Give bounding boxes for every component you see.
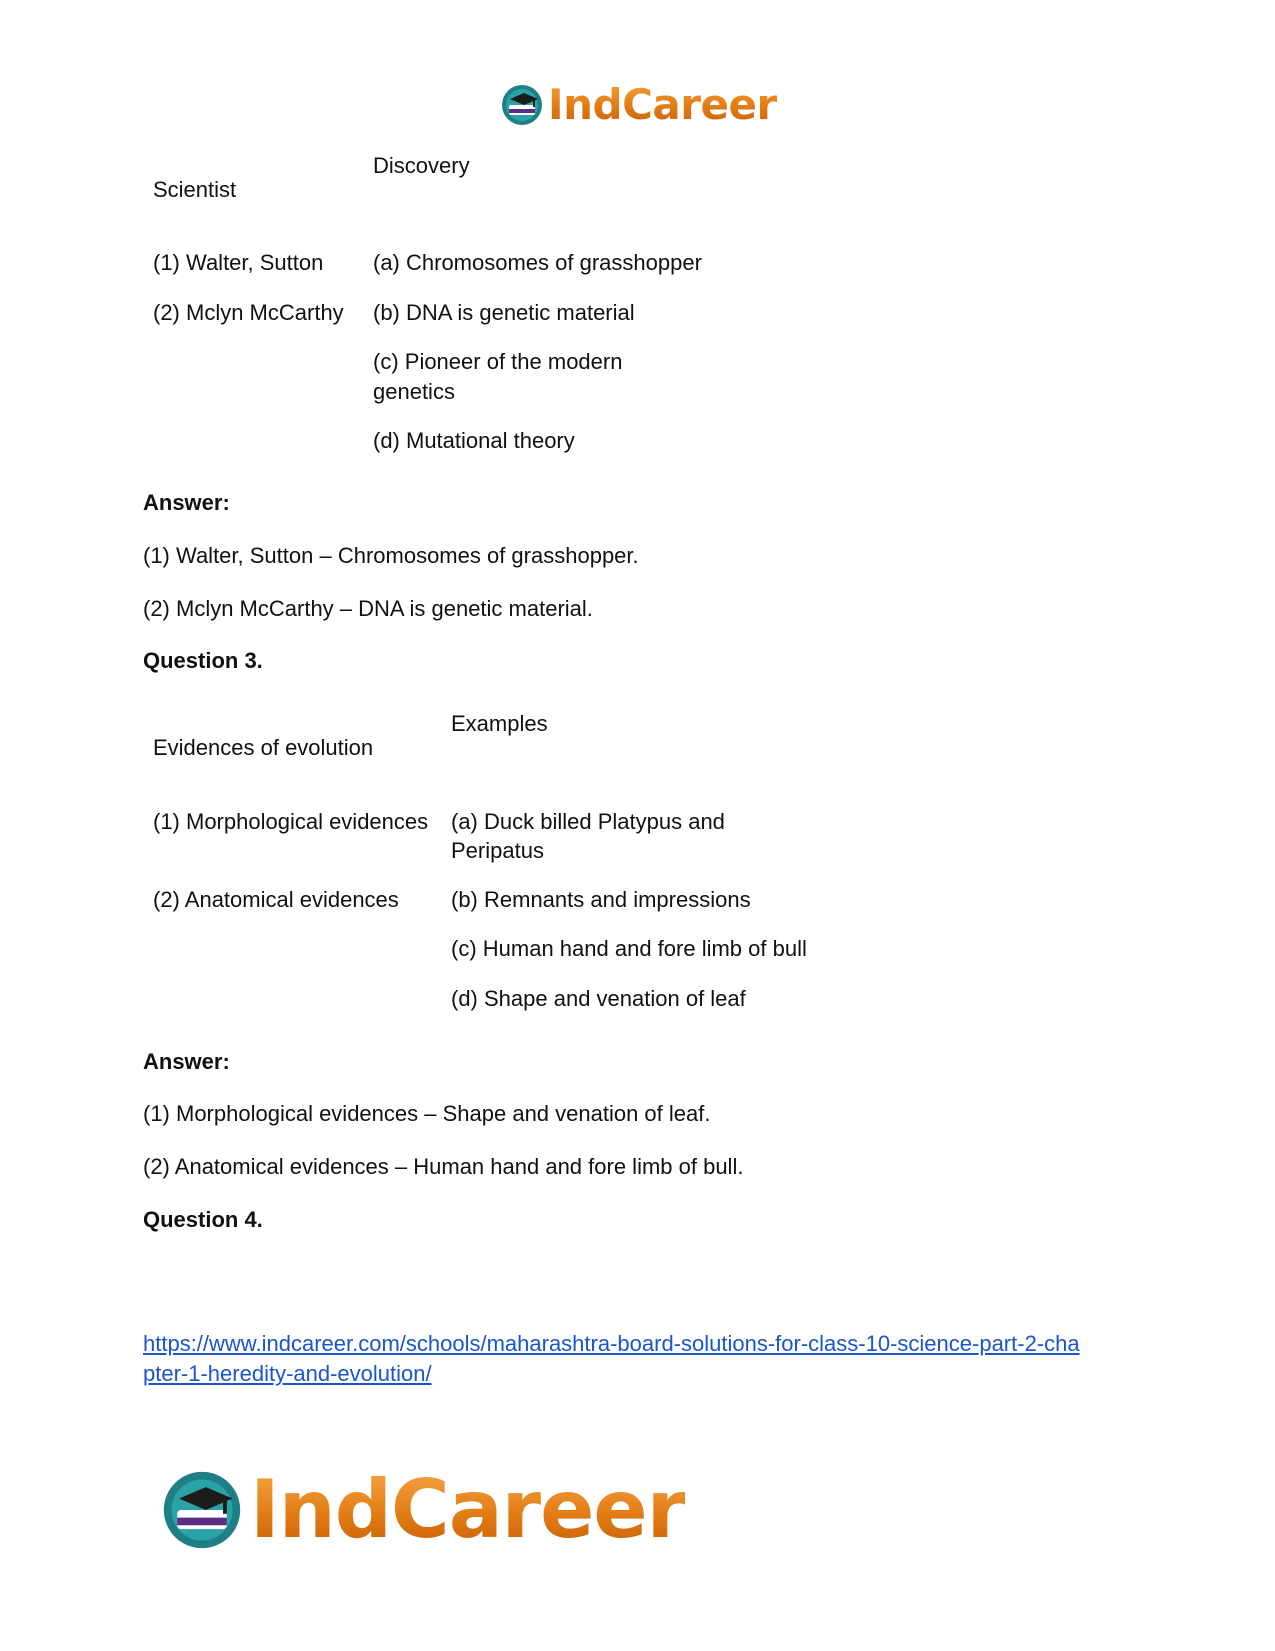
answer2-label: Answer: [143, 1049, 230, 1074]
table1-col1-header: Scientist [153, 177, 237, 202]
answer2-line1: (1) Morphological evidences – Shape and venation of leaf. [143, 1101, 711, 1126]
table2-row2-right: (b) Remnants and impressions [451, 887, 751, 912]
table1-row2-right: (b) DNA is genetic material [373, 300, 635, 325]
table2-row3-right: (c) Human hand and fore limb of bull [451, 936, 807, 961]
table1-row2-left: (2) Mclyn McCarthy [153, 300, 344, 325]
brand-wordmark: IndCareer [548, 80, 777, 129]
table2-row1-right-line2: Peripatus [451, 838, 544, 863]
table2-col1-header: Evidences of evolution [153, 735, 374, 760]
table2-row1-left: (1) Morphological evidences [153, 809, 429, 834]
graduate-book-icon [500, 83, 544, 127]
brand-wordmark: IndCareer [250, 1463, 686, 1556]
table1-row1-left: (1) Walter, Sutton [153, 250, 324, 275]
footer-link-line1[interactable]: https://www.indcareer.com/schools/maharashtra-board-solutions-for-class-10-science-part-2-cha [143, 1331, 1080, 1356]
header-logo [500, 80, 777, 130]
table1-row1-right: (a) Chromosomes of grasshopper [373, 250, 702, 275]
answer1-label: Answer: [143, 490, 230, 515]
table1-col2-header: Discovery [373, 153, 470, 178]
table1-row3-right-line1: (c) Pioneer of the modern [373, 349, 623, 374]
footer-link-line2[interactable]: pter-1-heredity-and-evolution/ [143, 1361, 432, 1386]
answer1-line2: (2) Mclyn McCarthy – DNA is genetic material. [143, 596, 593, 621]
answer1-line1: (1) Walter, Sutton – Chromosomes of grasshopper. [143, 543, 639, 568]
question4-label: Question 4. [143, 1207, 263, 1232]
answer2-line2: (2) Anatomical evidences – Human hand and fore limb of bull. [143, 1154, 744, 1179]
question3-label: Question 3. [143, 648, 263, 673]
footer-link[interactable] [143, 1329, 1080, 1389]
footer-logo [160, 1465, 685, 1555]
table2-col2-header: Examples [451, 711, 548, 736]
table2-row2-left: (2) Anatomical evidences [153, 887, 399, 912]
graduate-book-icon [160, 1468, 244, 1552]
table2-row1-right-line1: (a) Duck billed Platypus and [451, 809, 725, 834]
table2-row4-right: (d) Shape and venation of leaf [451, 986, 746, 1011]
table1-row3-right-line2: genetics [373, 379, 455, 404]
table1-row4-right: (d) Mutational theory [373, 428, 575, 453]
